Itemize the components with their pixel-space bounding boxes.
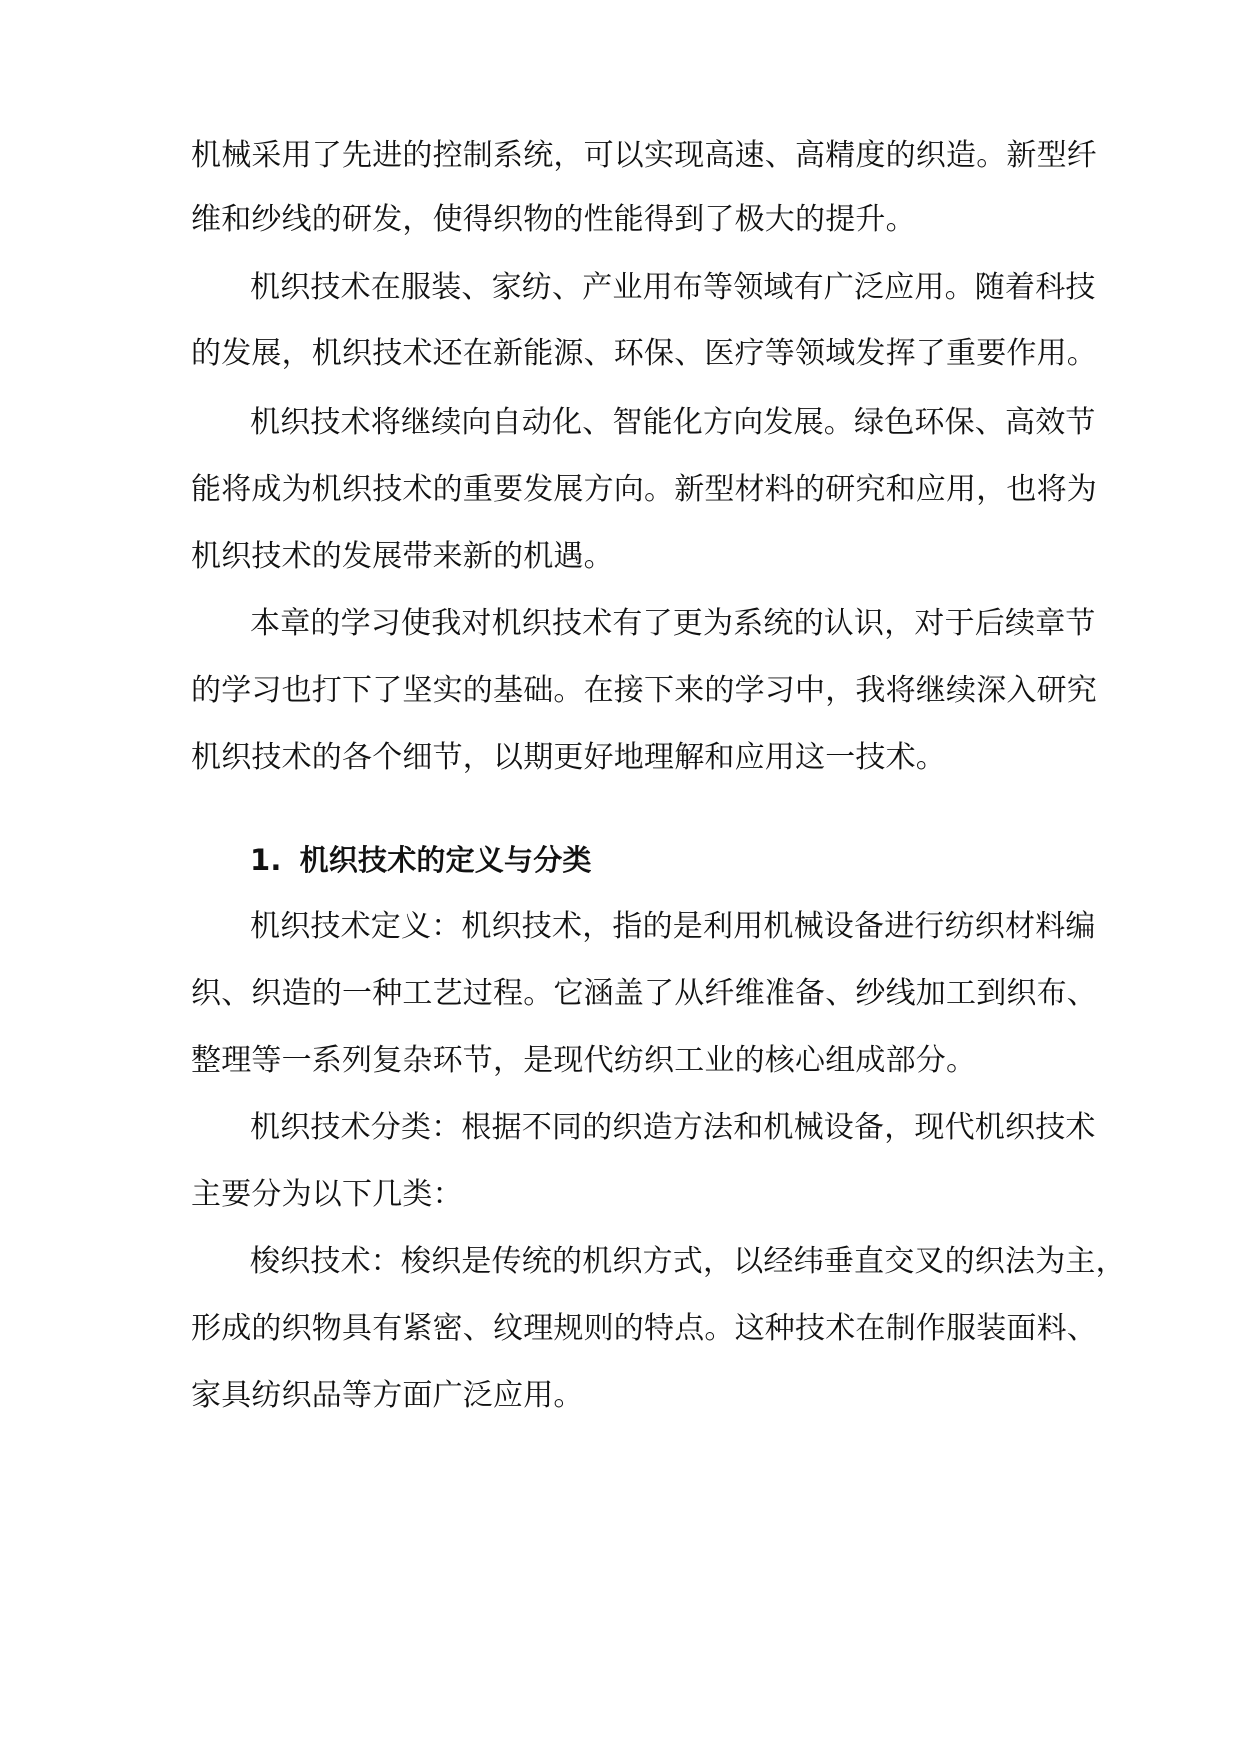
section-number: 1. bbox=[250, 843, 282, 877]
paragraph-line: 织、织造的一种工艺过程。它涵盖了从纤维准备、纱线加工到织布、 bbox=[191, 976, 1097, 1011]
section-heading bbox=[250, 840, 1130, 880]
paragraph-line: 机织技术在服装、家纺、产业用布等领域有广泛应用。随着科技 bbox=[250, 270, 1096, 305]
paragraph-line: 的发展，机织技术还在新能源、环保、医疗等领域发挥了重要作用。 bbox=[191, 336, 1097, 371]
paragraph-line: 机织技术定义：机织技术，指的是利用机械设备进行纺织材料编 bbox=[250, 909, 1096, 944]
paragraph-line: 本章的学习使我对机织技术有了更为系统的认识，对于后续章节 bbox=[250, 606, 1096, 641]
paragraph-line: 主要分为以下几类： bbox=[191, 1177, 463, 1212]
paragraph-line: 梭织技术：梭织是传统的机织方式，以经纬垂直交叉的织法为主， bbox=[250, 1244, 1126, 1279]
paragraph-line: 机织技术将继续向自动化、智能化方向发展。绿色环保、高效节 bbox=[250, 405, 1096, 440]
paragraph-line: 机织技术的各个细节，以期更好地理解和应用这一技术。 bbox=[191, 740, 946, 775]
paragraph-line: 整理等一系列复杂环节，是现代纺织工业的核心组成部分。 bbox=[191, 1043, 977, 1078]
paragraph-line: 维和纱线的研发，使得织物的性能得到了极大的提升。 bbox=[191, 202, 916, 237]
paragraph-line: 的学习也打下了坚实的基础。在接下来的学习中，我将继续深入研究 bbox=[191, 673, 1097, 708]
paragraph-line: 机织技术的发展带来新的机遇。 bbox=[191, 539, 614, 574]
paragraph-line: 形成的织物具有紧密、纹理规则的特点。这种技术在制作服装面料、 bbox=[191, 1311, 1097, 1346]
paragraph-line: 家具纺织品等方面广泛应用。 bbox=[191, 1378, 584, 1413]
section-title: 机织技术的定义与分类 bbox=[299, 843, 592, 877]
paragraph-line: 机织技术分类：根据不同的织造方法和机械设备，现代机织技术 bbox=[250, 1110, 1096, 1145]
paragraph-line: 能将成为机织技术的重要发展方向。新型材料的研究和应用，也将为 bbox=[191, 472, 1097, 507]
paragraph-line: 机械采用了先进的控制系统，可以实现高速、高精度的织造。新型纤 bbox=[191, 138, 1097, 173]
